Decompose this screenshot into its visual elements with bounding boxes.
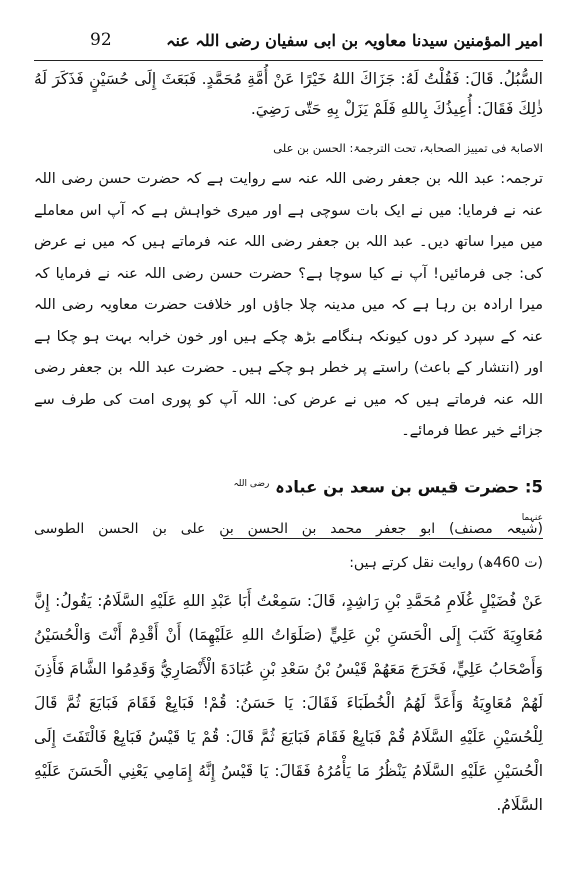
- citation-reference: الاصابۃ فی تمییز الصحابۃ، تحت الترجمۃ: الحسن بن علی: [273, 141, 543, 155]
- page-number: 92: [90, 30, 112, 50]
- source-line-1: (شیعہ مصنف) ابو جعفر محمد بن الحسن بن علی بن الحسن الطوسی: [34, 521, 543, 537]
- section-heading-text: 5: حضرت قیس بن سعد بن عبادہ: [275, 477, 543, 497]
- honorific-mark: رضی اللہ عنہما: [233, 479, 543, 523]
- section-heading-container: [223, 469, 543, 523]
- page-header: [34, 28, 543, 61]
- running-title: امیر المؤمنین سیدنا معاویہ بن ابی سفیان رضی اللہ عنہ: [166, 31, 543, 50]
- urdu-translation: ترجمہ: عبد اللہ بن جعفر رضی اللہ عنہ سے روایت ہے کہ حضرت حسن رضی اللہ عنہ نے فرمایا: میں نے ایک بات سوچی ہے اور میری خواہش ہے کہ آپ اس معاملے میں میرا ساتھ دیں۔ عبد اللہ بن جعفر رضی اللہ عنہ فرماتے ہیں کہ میں نے عرض کی: جی فرمائیں! آپ نے کیا سوچا ہے؟ حضرت حسن رضی اللہ عنہ نے فرمایا کہ میرا ارادہ بن رہا ہے کہ میں مدینہ چلا جاؤں اور خلافت حضرت معاویہ رضی اللہ عنہ کے سپرد کر دوں کیونکہ ہنگامے بڑھ چکے ہیں اور خون خرابہ بہت ہو چکا ہے اور (انتشار کے باعث) راستے پر خطر ہو چکے ہیں۔ حضرت عبد اللہ بن جعفر رضی اللہ عنہ فرماتے ہیں کہ میں نے عرض کی: اللہ آپ کو پوری امت کی طرف سے جزائے خیر عطا فرمائے۔: [34, 171, 543, 439]
- arabic-text-bottom: عَنْ فُضَيْلٍ غُلَامِ مُحَمَّدِ بْنِ رَاشِدٍ، قَالَ: سَمِعْتُ أَبَا عَبْدِ اللهِ عَلَيْهِ السَّلَامُ: يَقُولُ: إِنَّ مُعَاوِيَةَ كَتَبَ إِلَى الْحَسَنِ بْنِ عَلِيٍّ (صَلَوَاتُ اللهِ عَلَيْهِمَا) أَنْ أَقْدِمْ أَنْتَ وَالْحُسَيْنُ وَأَصْحَابُ عَلِيٍّ، فَخَرَجَ مَعَهُمْ قَيْسُ بْنُ سَعْدِ بْنِ عُبَادَةَ الْأَنْصَارِيُّ وَقَدِمُوا الشَّامَ فَأَذِنَ لَهُمْ مُعَاوِيَةُ وَأَعَدَّ لَهُمُ الْخُطَبَاءَ فَقَالَ: يَا حَسَنُ: قُمْ! فَبَايِعْ فَقَامَ فَبَايَعَ ثُمَّ قَالَ لِلْحُسَيْنِ عَلَيْهِ السَّلَامُ قُمْ فَبَايِعْ فَقَامَ فَبَايَعَ ثُمَّ قَالَ: قُمْ يَا قَيْسُ فَبَايِعْ فَالْتَفَتَ إِلَى الْحُسَيْنِ عَلَيْهِ السَّلَامُ يَنْظُرُ مَا يَأْمُرُهُ فَقَالَ: يَا قَيْسُ إِنَّهُ إِمَامِي يَعْنِي الْحَسَنَ عَلَيْهِ السَّلَامُ.: [34, 592, 543, 814]
- arabic-text-top: السُّبُلُ. قَالَ: فَقُلْتُ لَهُ: جَزَاكَ اللهُ خَيْرًا عَنْ أُمَّةِ مُحَمَّدٍ. فَبَعَثَ إِلَى حُسَيْنٍ فَذَكَرَ لَهُ ذٰلِكَ فَقَالَ: أُعِيذُكَ بِاللهِ فَلَمْ يَزَلْ بِهِ حَتّٰى رَضِيَ.: [34, 70, 543, 118]
- source-line-2: (ت 460ھ) روایت نقل کرتے ہیں:: [349, 555, 543, 571]
- source-attribution: [34, 512, 543, 580]
